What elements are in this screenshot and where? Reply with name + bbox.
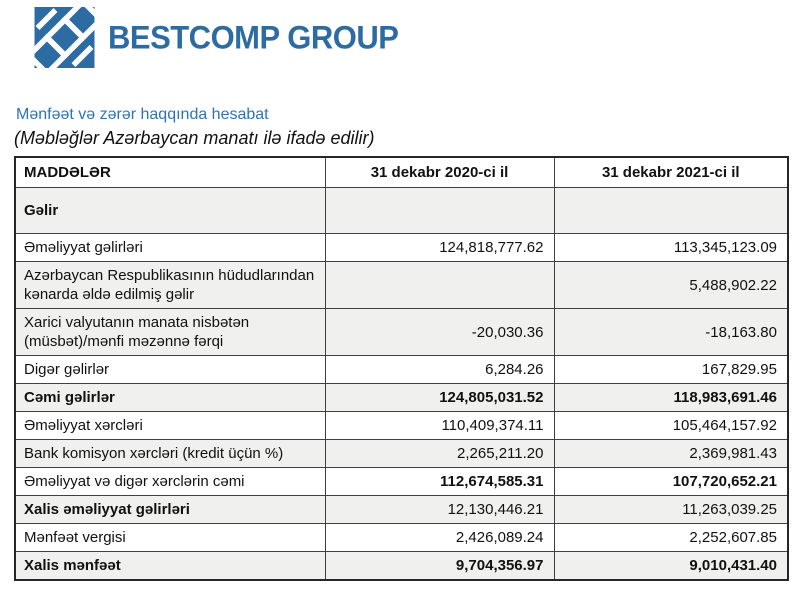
report-subtitle: (Məbləğlər Azərbaycan manatı ilə ifadə edilir) — [14, 128, 375, 148]
column-header-2020: 31 dekabr 2020-ci il — [325, 157, 554, 188]
row-label: Xarici valyutanın manata nisbətən (müsbət)/mənfi məzənnə fərqi — [15, 309, 325, 356]
row-value-2021: 113,345,123.09 — [554, 234, 788, 262]
table-row — [15, 468, 788, 496]
column-header-items: MADDƏLƏR — [15, 157, 325, 188]
row-value-2021: 2,369,981.43 — [554, 440, 788, 468]
row-value-2020: 112,674,585.31 — [325, 468, 554, 496]
table-row — [15, 440, 788, 468]
table-body — [15, 188, 788, 581]
row-value-2021: 105,464,157.92 — [554, 412, 788, 440]
column-header-2021: 31 dekabr 2021-ci il — [554, 157, 788, 188]
row-value-2020: 2,265,211.20 — [325, 440, 554, 468]
row-label: Bank komisyon xərcləri (kredit üçün %) — [15, 440, 325, 468]
row-value-2020: 110,409,374.11 — [325, 412, 554, 440]
table-row — [15, 262, 788, 309]
row-value-2021 — [554, 188, 788, 234]
row-value-2020 — [325, 262, 554, 309]
bestcomp-logo-icon — [33, 7, 96, 68]
row-value-2021: 11,263,039.25 — [554, 496, 788, 524]
row-value-2020: 124,805,031.52 — [325, 384, 554, 412]
row-label: Əməliyyat və digər xərclərin cəmi — [15, 468, 325, 496]
table-row — [15, 412, 788, 440]
row-label: Əməliyyat gəlirləri — [15, 234, 325, 262]
row-label: Gəlir — [15, 188, 325, 234]
profit-loss-table — [14, 156, 789, 581]
row-value-2021: 5,488,902.22 — [554, 262, 788, 309]
row-value-2021: 118,983,691.46 — [554, 384, 788, 412]
table-row — [15, 524, 788, 552]
row-value-2021: 2,252,607.85 — [554, 524, 788, 552]
report-title: Mənfəət və zərər haqqında hesabat — [16, 106, 269, 123]
row-value-2021: -18,163.80 — [554, 309, 788, 356]
table-row — [15, 234, 788, 262]
row-value-2020: 9,704,356.97 — [325, 552, 554, 581]
row-value-2020: -20,030.36 — [325, 309, 554, 356]
table-header-row — [15, 157, 788, 188]
table-row — [15, 188, 788, 234]
table-row — [15, 496, 788, 524]
row-label: Digər gəlirlər — [15, 356, 325, 384]
table-row — [15, 356, 788, 384]
row-value-2021: 9,010,431.40 — [554, 552, 788, 581]
table-row — [15, 552, 788, 581]
row-label: Mənfəət vergisi — [15, 524, 325, 552]
row-label: Xalis mənfəət — [15, 552, 325, 581]
row-value-2020: 12,130,446.21 — [325, 496, 554, 524]
row-value-2020: 124,818,777.62 — [325, 234, 554, 262]
row-label: Azərbaycan Respublikasının hüdudlarından kənarda əldə edilmiş gəlir — [15, 262, 325, 309]
table-row — [15, 309, 788, 356]
row-value-2020: 6,284.26 — [325, 356, 554, 384]
company-logo — [33, 7, 398, 68]
company-name: BESTCOMP GROUP — [108, 18, 399, 56]
row-value-2021: 167,829.95 — [554, 356, 788, 384]
row-label: Xalis əməliyyat gəlirləri — [15, 496, 325, 524]
table-row — [15, 384, 788, 412]
row-value-2020: 2,426,089.24 — [325, 524, 554, 552]
row-value-2020 — [325, 188, 554, 234]
row-label: Cəmi gəlirlər — [15, 384, 325, 412]
row-label: Əməliyyat xərcləri — [15, 412, 325, 440]
row-value-2021: 107,720,652.21 — [554, 468, 788, 496]
